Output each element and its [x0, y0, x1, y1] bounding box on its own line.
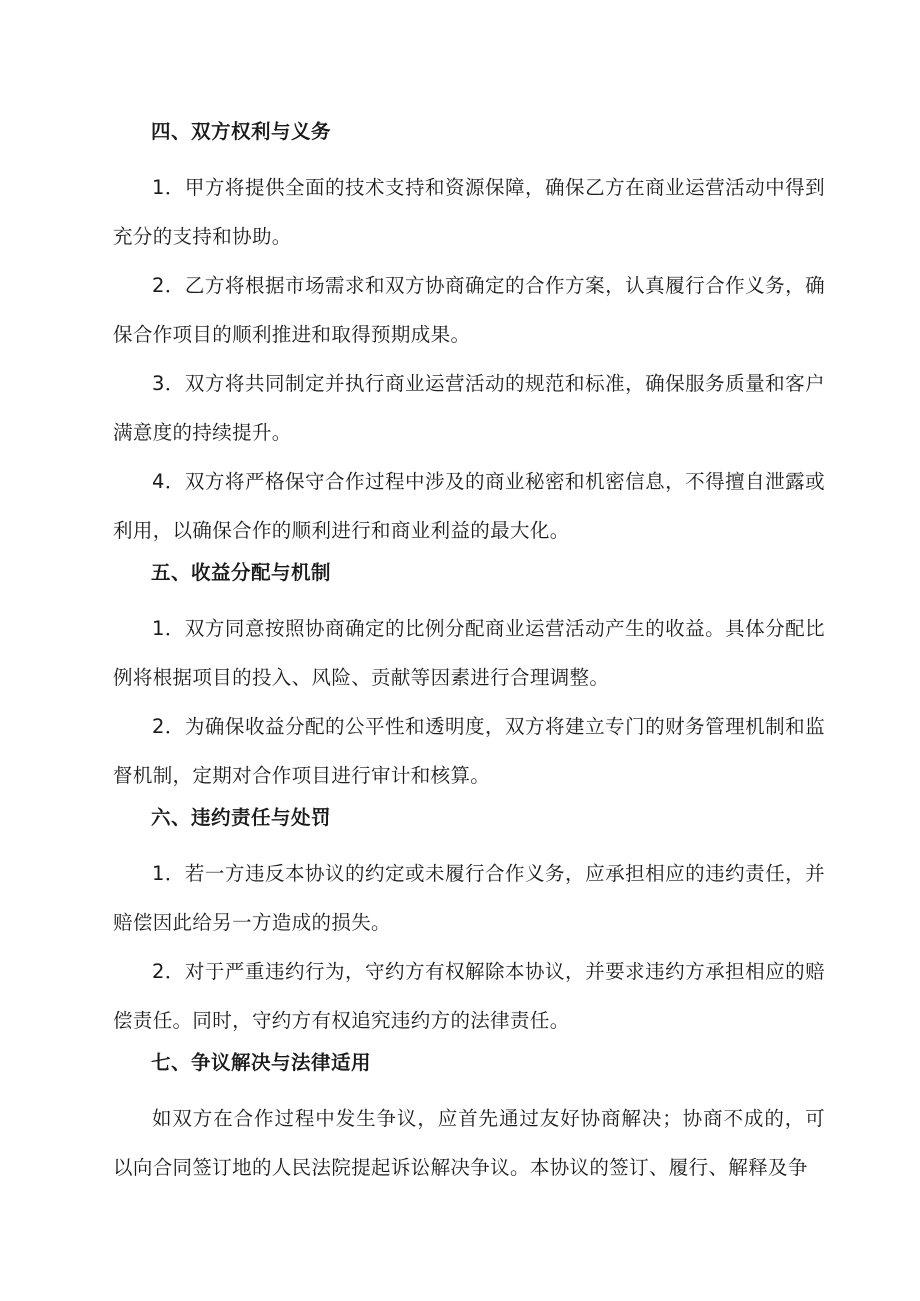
section-breach-liability [113, 800, 825, 1045]
section-heading: 五、收益分配与机制 [151, 561, 332, 584]
paragraph: 4．双方将严格保守合作过程中涉及的商业秘密和机密信息，不得擅自泄露或利用，以确保合作的顺利进行和商业利益的最大化。 [113, 470, 825, 542]
paragraph: 3．双方将共同制定并执行商业运营活动的规范和标准，确保服务质量和客户满意度的持续提升。 [113, 372, 825, 444]
document-body [113, 114, 825, 1192]
paragraph: 1．若一方违反本协议的约定或未履行合作义务，应承担相应的违约责任，并赔偿因此给另一方造成的损失。 [113, 862, 825, 934]
section-heading: 七、争议解决与法律适用 [151, 1051, 372, 1074]
section-heading: 六、违约责任与处罚 [151, 806, 332, 829]
paragraph: 1．双方同意按照协商确定的比例分配商业运营活动产生的收益。具体分配比例将根据项目的投入、风险、贡献等因素进行合理调整。 [113, 617, 825, 689]
section-rights-obligations [113, 114, 825, 555]
paragraph: 1．甲方将提供全面的技术支持和资源保障，确保乙方在商业运营活动中得到充分的支持和协助。 [113, 176, 825, 248]
section-heading: 四、双方权利与义务 [151, 120, 332, 143]
section-dispute-resolution [113, 1045, 825, 1192]
paragraph: 如双方在合作过程中发生争议，应首先通过友好协商解决；协商不成的，可以向合同签订地的人民法院提起诉讼解决争议。本协议的签订、履行、解释及争 [113, 1107, 825, 1179]
paragraph: 2．为确保收益分配的公平性和透明度，双方将建立专门的财务管理机制和监督机制，定期对合作项目进行审计和核算。 [113, 715, 825, 787]
section-revenue-sharing [113, 555, 825, 800]
paragraph: 2．对于严重违约行为，守约方有权解除本协议，并要求违约方承担相应的赔偿责任。同时，守约方有权追究违约方的法律责任。 [113, 960, 825, 1032]
paragraph: 2．乙方将根据市场需求和双方协商确定的合作方案，认真履行合作义务，确保合作项目的顺利推进和取得预期成果。 [113, 274, 825, 346]
